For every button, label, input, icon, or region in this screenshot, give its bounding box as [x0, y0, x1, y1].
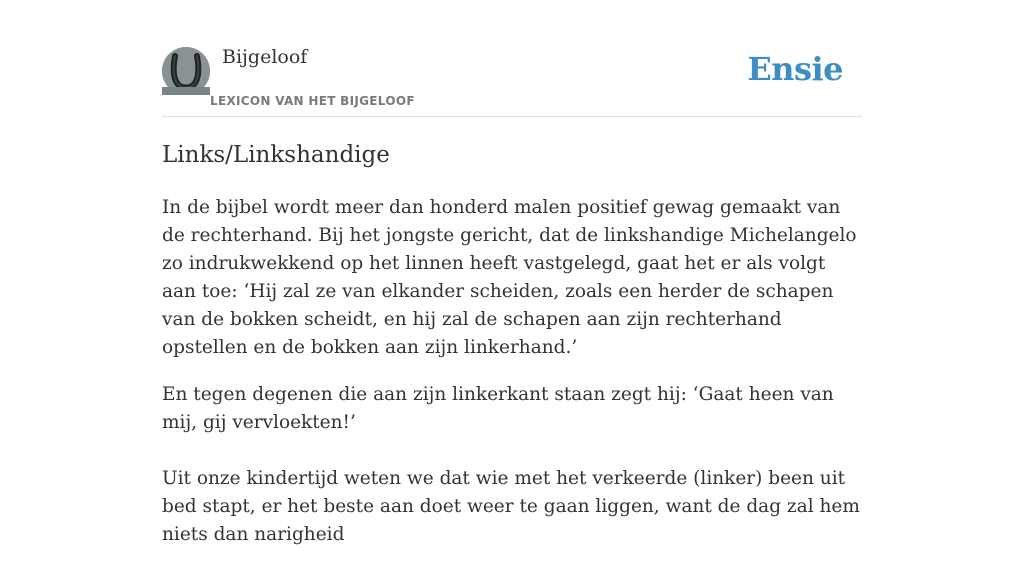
lexicon-subtitle[interactable]: LEXICON VAN HET BIJGELOOF — [210, 94, 415, 108]
article-paragraph: Uit onze kindertijd weten we dat wie met het verkeerde (linker) been uit bed stapt, er het beste aan doet weer te gaan liggen, want de dag zal hem niets dan narigheid — [162, 468, 860, 545]
horseshoe-icon — [162, 47, 210, 95]
brand-logo[interactable]: Ensie — [747, 50, 843, 88]
author-name[interactable]: Bijgeloof — [222, 46, 308, 68]
avatar[interactable] — [162, 47, 210, 95]
page-title: Links/Linkshandige — [162, 142, 390, 168]
article-paragraph: En tegen degenen die aan zijn linkerkant staan zegt hij: ‘Gaat heen van mij, gij vervloekten!’ — [162, 384, 834, 433]
page-header — [162, 0, 862, 117]
article-paragraph: In de bijbel wordt meer dan honderd malen positief gewag gemaakt van de rechterhand. Bij het jongste gericht, dat de linkshandige Michelangelo zo indrukwekkend op het linnen heeft vastgelegd, gaat het er als volgt aan toe: ‘Hij zal ze van elkander scheiden, zoals een herder de schapen van de bokken scheidt, en hij zal de schapen aan zijn rechterhand opstellen en de bokken aan zijn linkerhand.’ — [162, 197, 857, 358]
article — [162, 140, 862, 568]
